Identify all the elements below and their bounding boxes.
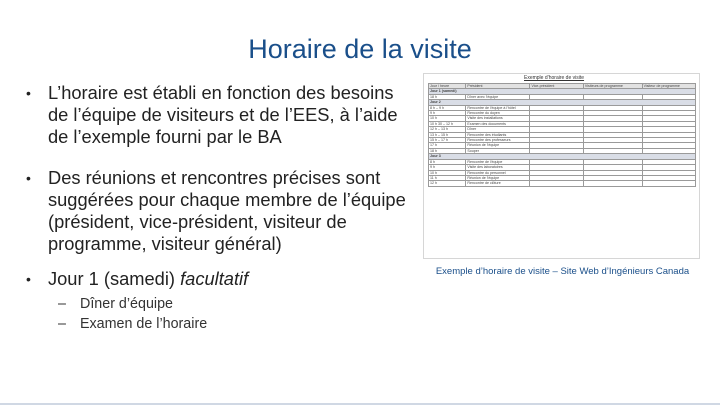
sub-bullet-dash: – (58, 316, 66, 332)
table-cell (530, 181, 583, 186)
schedule-table (428, 83, 696, 187)
table-cell: 13 h – 15 h (429, 132, 466, 137)
table-body (429, 89, 696, 186)
table-section-cell: Jour 2 (429, 100, 696, 105)
bullet-dot: • (26, 271, 31, 287)
table-cell: Rencontre de l’équipe à l’hôtel (466, 105, 530, 110)
table-cell: 11 h (429, 175, 466, 180)
table-cell: Rencontre du doyen (466, 111, 530, 116)
table-cell: Dîner (466, 127, 530, 132)
table-cell: 10 h (429, 116, 466, 121)
table-cell: 8 h (429, 159, 466, 164)
sub-bullet-list (58, 294, 207, 334)
sub-bullet-text: Dîner d’équipe (80, 296, 173, 312)
table-header-cell: Vice-président (530, 84, 583, 89)
table-cell: Rencontre de clôture (466, 181, 530, 186)
sub-bullet-text: Examen de l’horaire (80, 316, 208, 332)
table-cell: 17 h (429, 143, 466, 148)
slide-title: Horaire de la visite (248, 34, 472, 64)
schedule-document-image (423, 73, 700, 259)
table-header-cell: Jour / heure (429, 84, 466, 89)
table-cell (583, 181, 642, 186)
table-cell: 9 h (429, 111, 466, 116)
table-header-cell: Visiteur de programme (642, 84, 695, 89)
bullet-text-italic: facultatif (180, 268, 249, 289)
table-section-cell: Jour 1 (samedi) (429, 89, 696, 94)
table-cell: Rencontre du personnel (466, 170, 530, 175)
bullet-dot: • (26, 170, 31, 186)
bullet-text (48, 268, 248, 290)
table-header-cell: Visiteurs de programme (583, 84, 642, 89)
sub-bullet-item (58, 314, 207, 334)
table-cell: 10 h 30 – 12 h (429, 121, 466, 126)
bullet-text: L’horaire est établi en fonction des besoins de l’équipe de visiteurs et de l’EES, à l’aide de l’exemple fourni par le BA (48, 82, 398, 147)
table-cell: 12 h (429, 181, 466, 186)
table-cell: Rencontre des étudiants (466, 132, 530, 137)
table-cell: 15 h – 17 h (429, 138, 466, 143)
table-section-cell: Jour 3 (429, 154, 696, 159)
table-cell: Visite des laboratoires (466, 165, 530, 170)
table-cell: Réunion de l’équipe (466, 143, 530, 148)
table-cell: 9 h (429, 165, 466, 170)
bullet-item (26, 268, 248, 290)
document-title: Exemple d’horaire de visite (524, 75, 585, 81)
table-cell: Examen des documents (466, 121, 530, 126)
table-cell: 12 h – 13 h (429, 127, 466, 132)
bullet-text-main: Jour 1 (samedi) (48, 268, 181, 289)
bullet-item (26, 167, 416, 255)
bullet-text: Des réunions et rencontres précises sont suggérées pour chaque membre de l’équipe (président, vice-président, visiteur de programme, visiteur général) (48, 167, 406, 254)
table-cell: 10 h (429, 170, 466, 175)
table-cell: Souper (466, 148, 530, 153)
table-cell: 18 h (429, 94, 466, 99)
bullet-item (26, 82, 416, 148)
table-cell: Visite des installations (466, 116, 530, 121)
table-cell: Rencontre de l’équipe (466, 159, 530, 164)
table-cell: Rencontre des professeurs (466, 138, 530, 143)
table-cell: 8 h – 9 h (429, 105, 466, 110)
table-cell: Dîner avec l’équipe (466, 94, 530, 99)
bullet-dot: • (26, 85, 31, 101)
table-cell: Réunion de l’équipe (466, 175, 530, 180)
table-row (429, 181, 696, 186)
image-caption: Exemple d’horaire de visite – Site Web d’Ingénieurs Canada (435, 266, 690, 277)
table-cell: 18 h (429, 148, 466, 153)
table-cell (642, 181, 695, 186)
sub-bullet-item (58, 294, 207, 314)
table-header-cell: Président (466, 84, 530, 89)
sub-bullet-dash: – (58, 296, 66, 312)
